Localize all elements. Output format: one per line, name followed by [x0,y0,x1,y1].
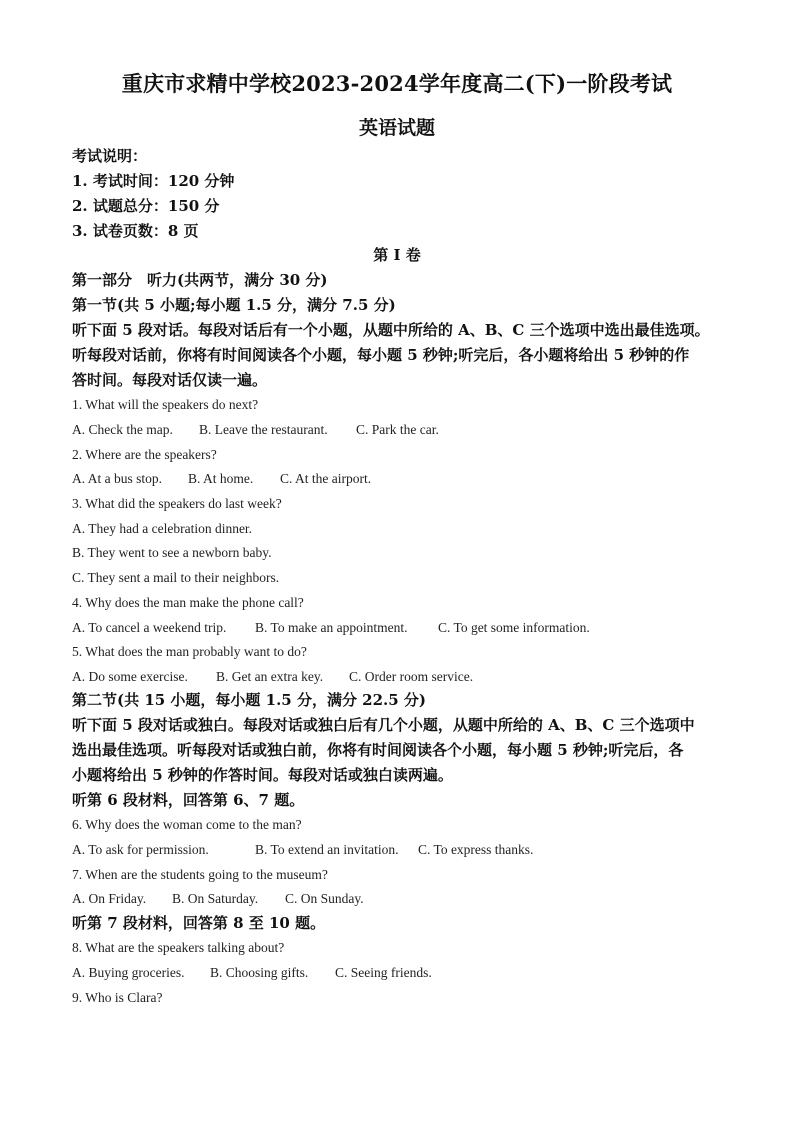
question-3-option-c: C. They sent a mail to their neighbors. [72,570,280,585]
option-a: A. Do some exercise. [72,669,188,684]
option-c: C. To express thanks. [418,842,534,857]
option-b: B. To make an appointment. [255,620,408,635]
material-6-heading: 听第 6 段材料，回答第 6、7 题。 [72,791,305,809]
option-c: C. Seeing friends. [335,965,432,980]
section2-instruction-line: 听下面 5 段对话或独白。每段对话或独白后有几个小题，从题中所给的 A、B、C 三个选项中 [72,716,695,734]
section2-title: 第二节(共 15 小题，每小题 1.5 分，满分 22.5 分) [72,691,427,709]
option-a: A. To ask for permission. [72,842,209,857]
volume-label: 第 I 卷 [373,246,421,264]
question-6: 6. Why does the woman come to the man? [72,817,302,832]
question-3-option-b: B. They went to see a newborn baby. [72,545,272,560]
part1-title: 第一部分 听力(共两节，满分 30 分) [72,271,328,289]
option-b: B. At home. [188,471,254,486]
exam-title: 重庆市求精中学校2023-2024学年度高二(下)一阶段考试 [121,71,673,96]
question-8: 8. What are the speakers talking about? [72,940,285,955]
exam-subtitle: 英语试题 [358,117,435,139]
question-1-options [72,420,727,440]
question-4: 4. Why does the man make the phone call? [72,595,304,610]
section2-instruction-line: 选出最佳选项。听每段对话或独白前，你将有时间阅读各个小题，每小题 5 秒钟;听完后，各 [72,741,684,759]
option-b: B. On Saturday. [172,891,259,906]
question-5: 5. What does the man probably want to do? [72,644,307,659]
question-3-option-a: A. They had a celebration dinner. [72,521,253,536]
exam-info-label: 考试说明： [72,147,148,165]
question-3: 3. What did the speakers do last week? [72,496,282,511]
section1-instruction-line: 答时间。每段对话仅读一遍。 [72,371,268,389]
question-2-options [72,469,727,489]
option-a: A. On Friday. [72,891,147,906]
option-a: A. Buying groceries. [72,965,185,980]
question-7: 7. When are the students going to the museum? [72,867,328,882]
option-c: C. On Sunday. [285,891,364,906]
question-2: 2. Where are the speakers? [72,447,217,462]
material-7-heading: 听第 7 段材料，回答第 8 至 10 题。 [72,914,326,932]
option-b: B. To extend an invitation. [255,842,399,857]
option-b: B. Get an extra key. [216,669,324,684]
question-7-options [72,889,727,909]
option-c: C. At the airport. [280,471,372,486]
exam-info-time: 1. 考试时间：120 分钟 [72,172,235,190]
exam-info-pages: 3. 试卷页数：8 页 [72,222,199,240]
question-5-options [72,667,727,687]
option-a: A. To cancel a weekend trip. [72,620,227,635]
option-a: A. At a bus stop. [72,471,163,486]
section1-instruction-line: 听下面 5 段对话。每段对话后有一个小题，从题中所给的 A、B、C 三个选项中选出最佳选项。 [72,321,710,339]
option-b: B. Leave the restaurant. [199,422,328,437]
option-b: B. Choosing gifts. [210,965,309,980]
option-c: C. Order room service. [349,669,474,684]
question-6-options [72,840,727,860]
question-4-options [72,618,727,638]
section2-instruction-line: 小题将给出 5 秒钟的作答时间。每段对话或独白读两遍。 [72,766,453,784]
exam-info-score: 2. 试题总分：150 分 [72,197,220,215]
option-a: A. Check the map. [72,422,173,437]
option-c: C. To get some information. [438,620,590,635]
question-9: 9. Who is Clara? [72,990,163,1005]
question-1: 1. What will the speakers do next? [72,397,259,412]
option-c: C. Park the car. [356,422,439,437]
section1-instruction-line: 听每段对话前，你将有时间阅读各个小题，每小题 5 秒钟;听完后，各小题将给出 5 秒钟的作 [72,346,690,364]
section1-title: 第一节(共 5 小题;每小题 1.5 分，满分 7.5 分) [72,296,396,314]
question-8-options [72,963,727,983]
